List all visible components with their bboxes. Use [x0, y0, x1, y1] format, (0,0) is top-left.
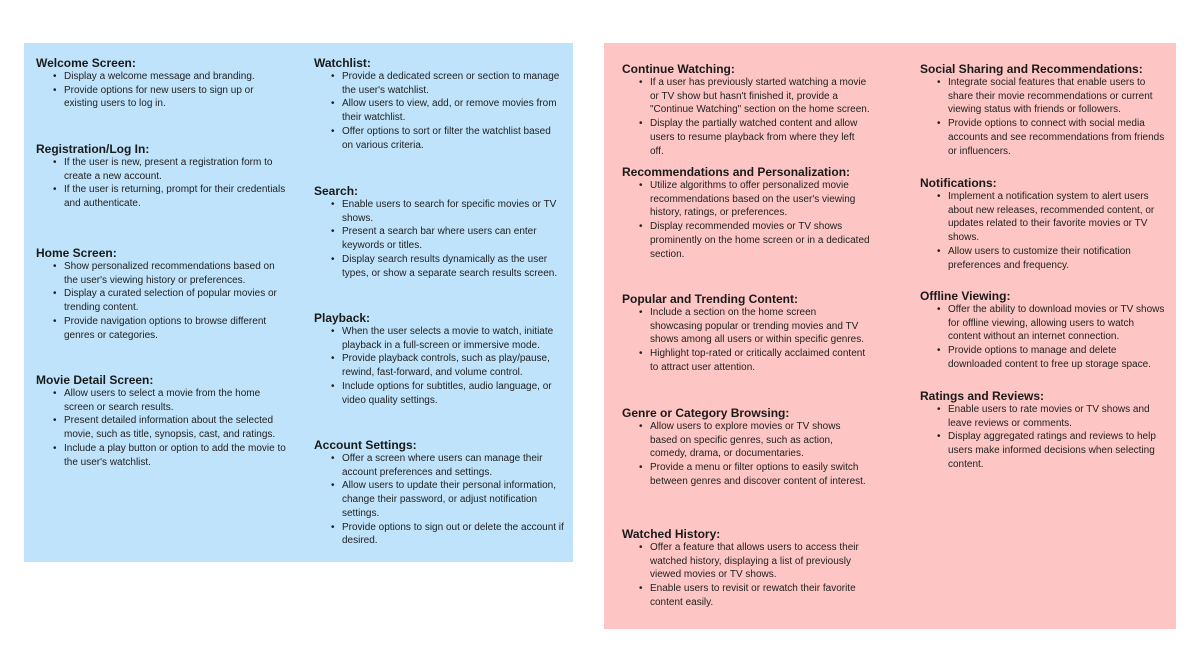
bullet-list: [920, 303, 1166, 372]
list-item: • Enable users to rate movies or TV shows and leave reviews or comments.: [920, 403, 1166, 430]
bullet-list: [314, 198, 564, 280]
list-item: • Allow users to view, add, or remove movies from their watchlist.: [314, 97, 564, 124]
section-home-screen: [36, 246, 290, 342]
section-heading: Playback:: [314, 311, 371, 325]
list-item: • Display search results dynamically as the user types, or show a separate search results screen.: [314, 253, 564, 280]
list-item: • Include a play button or option to add the movie to the user's watchlist.: [36, 442, 290, 469]
list-item: • Present a search bar where users can enter keywords or titles.: [314, 225, 564, 252]
section-welcome-screen: [36, 56, 290, 111]
section-continue-watching: [622, 62, 870, 158]
section-popular-trending: [622, 292, 870, 375]
bullet-list: [36, 70, 290, 111]
section-social-sharing: [920, 62, 1166, 158]
section-playback: [314, 311, 564, 407]
section-watchlist: [314, 56, 564, 152]
section-offline-viewing: [920, 289, 1166, 372]
list-item: • If the user is returning, prompt for their credentials and authenticate.: [36, 183, 290, 210]
blue-left-column: [36, 43, 290, 562]
bullet-list: [622, 179, 870, 261]
list-item: • Provide navigation options to browse different genres or categories.: [36, 315, 290, 342]
list-item: • Highlight top-rated or critically acclaimed content to attract user attention.: [622, 347, 870, 374]
red-sticky-note: [604, 43, 1176, 629]
section-heading: Genre or Category Browsing:: [622, 406, 790, 420]
list-item: • Display a welcome message and branding.: [36, 70, 290, 84]
list-item: • If a user has previously started watching a movie or TV show but hasn't finished it, provide a "Continue Watching" section on the home screen.: [622, 76, 870, 117]
list-item: • Enable users to search for specific movies or TV shows.: [314, 198, 564, 225]
bullet-list: [36, 387, 290, 469]
list-item: • Include options for subtitles, audio language, or video quality settings.: [314, 380, 564, 407]
section-heading: Continue Watching:: [622, 62, 735, 76]
blue-sticky-note: [24, 43, 573, 562]
list-item: • Allow users to explore movies or TV shows based on specific genres, such as action, comedy, drama, or documentaries.: [622, 420, 870, 461]
bullet-list: [622, 76, 870, 158]
blue-right-column: [314, 43, 564, 562]
bullet-list: [622, 541, 870, 610]
section-registration-login: [36, 142, 290, 211]
section-heading: Notifications:: [920, 176, 997, 190]
section-movie-detail-screen: [36, 373, 290, 469]
list-item: • Offer options to sort or filter the watchlist based on various criteria.: [314, 125, 564, 152]
bullet-list: [36, 260, 290, 342]
list-item: • Provide options to sign out or delete the account if desired.: [314, 521, 564, 548]
section-heading: Social Sharing and Recommendations:: [920, 62, 1143, 76]
section-heading: Registration/Log In:: [36, 142, 150, 156]
list-item: • When the user selects a movie to watch, initiate playback in a full-screen or immersive mode.: [314, 325, 564, 352]
list-item: • Include a section on the home screen showcasing popular or trending movies and TV shows among all users or within specific genres.: [622, 306, 870, 347]
red-left-column: [622, 43, 870, 629]
list-item: • Present detailed information about the selected movie, such as title, synopsis, cast, and ratings.: [36, 414, 290, 441]
list-item: • Provide a menu or filter options to easily switch between genres and discover content of interest.: [622, 461, 870, 488]
list-item: • Display recommended movies or TV shows prominently on the home screen or in a dedicated section.: [622, 220, 870, 261]
list-item: • Implement a notification system to alert users about new releases, recommended content, or updates related to their favorite movies or TV shows.: [920, 190, 1166, 245]
section-watched-history: [622, 527, 870, 610]
bullet-list: [622, 420, 870, 489]
section-search: [314, 184, 564, 280]
list-item: • Provide options to manage and delete downloaded content to free up storage space.: [920, 344, 1166, 371]
list-item: • Display aggregated ratings and reviews to help users make informed decisions when selecting content.: [920, 430, 1166, 471]
list-item: • Allow users to customize their notification preferences and frequency.: [920, 245, 1166, 272]
bullet-list: [920, 403, 1166, 472]
section-heading: Watched History:: [622, 527, 721, 541]
section-heading: Popular and Trending Content:: [622, 292, 798, 306]
red-right-column: [920, 43, 1166, 629]
bullet-list: [314, 70, 564, 152]
list-item: • Show personalized recommendations based on the user's viewing history or preferences.: [36, 260, 290, 287]
bullet-list: [314, 452, 564, 548]
list-item: • Display the partially watched content and allow users to resume playback from where they left off.: [622, 117, 870, 158]
list-item: • Offer the ability to download movies or TV shows for offline viewing, allowing users to watch content without an internet connection.: [920, 303, 1166, 344]
section-heading: Offline Viewing:: [920, 289, 1011, 303]
section-heading: Welcome Screen:: [36, 56, 136, 70]
list-item: • Provide playback controls, such as play/pause, rewind, fast-forward, and volume control.: [314, 352, 564, 379]
bullet-list: [920, 190, 1166, 272]
section-heading: Account Settings:: [314, 438, 417, 452]
bullet-list: [920, 76, 1166, 158]
list-item: • Utilize algorithms to offer personalized movie recommendations based on the user's viewing history, ratings, or preferences.: [622, 179, 870, 220]
list-item: • Provide options for new users to sign up or existing users to log in.: [36, 84, 290, 111]
bullet-list: [314, 325, 564, 407]
list-item: • Provide options to connect with social media accounts and see recommendations from friends or influencers.: [920, 117, 1166, 158]
section-heading: Movie Detail Screen:: [36, 373, 154, 387]
list-item: • Offer a feature that allows users to access their watched history, displaying a list of previously viewed movies or TV shows.: [622, 541, 870, 582]
list-item: • Enable users to revisit or rewatch their favorite content easily.: [622, 582, 870, 609]
section-heading: Home Screen:: [36, 246, 117, 260]
list-item: • Offer a screen where users can manage their account preferences and settings.: [314, 452, 564, 479]
section-notifications: [920, 176, 1166, 272]
list-item: • Display a curated selection of popular movies or trending content.: [36, 287, 290, 314]
list-item: • Allow users to select a movie from the home screen or search results.: [36, 387, 290, 414]
section-heading: Recommendations and Personalization:: [622, 165, 851, 179]
list-item: • If the user is new, present a registration form to create a new account.: [36, 156, 290, 183]
list-item: • Allow users to update their personal information, change their password, or adjust notification settings.: [314, 479, 564, 520]
bullet-list: [36, 156, 290, 211]
section-genre-category-browsing: [622, 406, 870, 489]
list-item: • Provide a dedicated screen or section to manage the user's watchlist.: [314, 70, 564, 97]
section-heading: Ratings and Reviews:: [920, 389, 1045, 403]
section-heading: Search:: [314, 184, 359, 198]
bullet-list: [622, 306, 870, 375]
section-ratings-reviews: [920, 389, 1166, 472]
section-heading: Watchlist:: [314, 56, 371, 70]
section-account-settings: [314, 438, 564, 548]
section-recommendations-personalization: [622, 165, 870, 261]
list-item: • Integrate social features that enable users to share their movie recommendations or current viewing status with friends or followers.: [920, 76, 1166, 117]
